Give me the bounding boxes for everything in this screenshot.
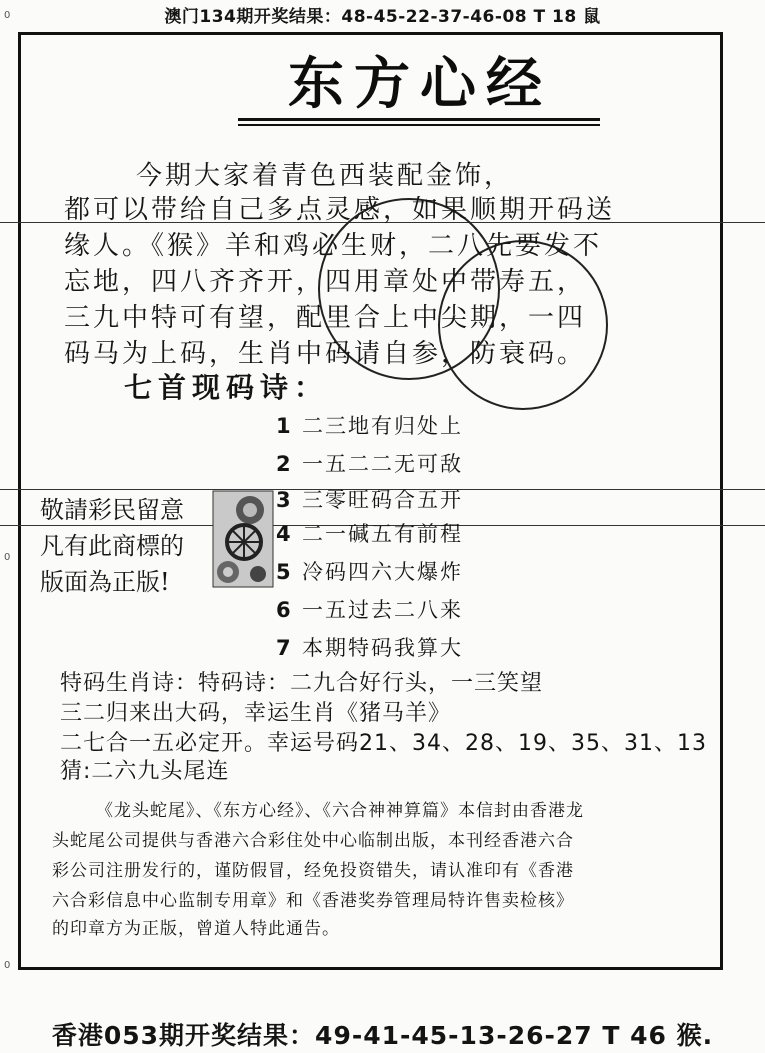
verse-number: 1	[276, 414, 293, 438]
verse-number: 4	[276, 522, 293, 546]
notice-line-2: 凡有此商標的	[40, 532, 184, 560]
verse-number: 6	[276, 598, 293, 622]
poem-line-3: 缘人。《猴》羊和鸡必生财，二八先要发不	[64, 231, 603, 261]
poem-line-2: 都可以带给自己多点灵感，如果顺期开码送	[64, 195, 616, 225]
verse-7	[276, 632, 463, 662]
special-line-2: 三二归来出大码，幸运生肖《猪马羊》	[60, 701, 452, 726]
poem-line-4: 忘地，四八齐齐开，四用章处中带寿五，	[64, 267, 587, 297]
special-line-4: 猜:二六九头尾连	[60, 759, 230, 784]
verse-text: 三零旺码合五开	[302, 488, 463, 512]
verse-3	[276, 484, 463, 514]
fine-print-line-5: 的印章方为正版，曾道人特此通告。	[52, 919, 340, 939]
verse-1	[276, 410, 463, 440]
edge-mark-middle: 0	[4, 552, 11, 563]
fine-print-line-2: 头蛇尾公司提供与香港六合彩住处中心临制出版，本刊经香港六合	[52, 831, 574, 851]
bottom-lottery-result-header: 香港053期开奖结果：49-41-45-13-26-27 T 46 猴.	[51, 1021, 714, 1050]
seven-verses-heading: 七首现码诗：	[124, 371, 329, 404]
poem-line-5: 三九中特可有望，配里合上中尖期，一四	[64, 303, 587, 333]
verse-4	[276, 518, 463, 548]
verse-text: 冷码四六大爆炸	[302, 560, 463, 584]
notice-line-3: 版面為正版!	[40, 568, 170, 596]
edge-mark-top: 0	[4, 10, 11, 21]
verse-5	[276, 556, 463, 586]
trademark-logo-icon	[212, 490, 274, 588]
poem-line-6: 码马为上码，生肖中码请自参，防衰码。	[64, 339, 587, 369]
fine-print-line-3: 彩公司注册发行的，谨防假冒，经免投资错失，请认准印有《香港	[52, 861, 574, 881]
poem-line-1: 今期大家着青色西装配金饰，	[136, 161, 514, 191]
verse-number: 2	[276, 452, 293, 476]
notice-line-1: 敬請彩民留意	[40, 496, 184, 524]
verse-number: 5	[276, 560, 293, 584]
fine-print-line-1: 《龙头蛇尾》、《东方心经》、《六合神神算篇》本信封由香港龙	[96, 801, 584, 821]
verse-number: 7	[276, 636, 293, 660]
fine-print-line-4: 六合彩信息中心监制专用章》和《香港奖券管理局特许售卖检核》	[52, 891, 574, 911]
verse-number: 3	[276, 488, 293, 512]
special-line-1: 特码生肖诗：特码诗：二九合好行头，一三笑望	[60, 671, 544, 696]
verse-text: 本期特码我算大	[302, 636, 463, 660]
verse-text: 二三地有归处上	[302, 414, 463, 438]
verse-text: 一五过去二八来	[302, 598, 463, 622]
page-title: 东方心经	[288, 51, 552, 117]
verse-text: 二一碱五有前程	[302, 522, 463, 546]
edge-mark-bottom: 0	[4, 960, 11, 971]
verse-2	[276, 448, 463, 478]
title-underline-second	[238, 124, 600, 126]
special-line-3: 二七合一五必定开。幸运号码21、34、28、19、35、31、13	[60, 731, 707, 756]
title-underline	[238, 118, 600, 121]
verse-6	[276, 594, 463, 624]
top-lottery-result-header: 澳门134期开奖结果：48-45-22-37-46-08 T 18 鼠	[164, 7, 601, 27]
authenticity-notice	[40, 492, 210, 600]
verse-text: 一五二二无可敌	[302, 452, 463, 476]
